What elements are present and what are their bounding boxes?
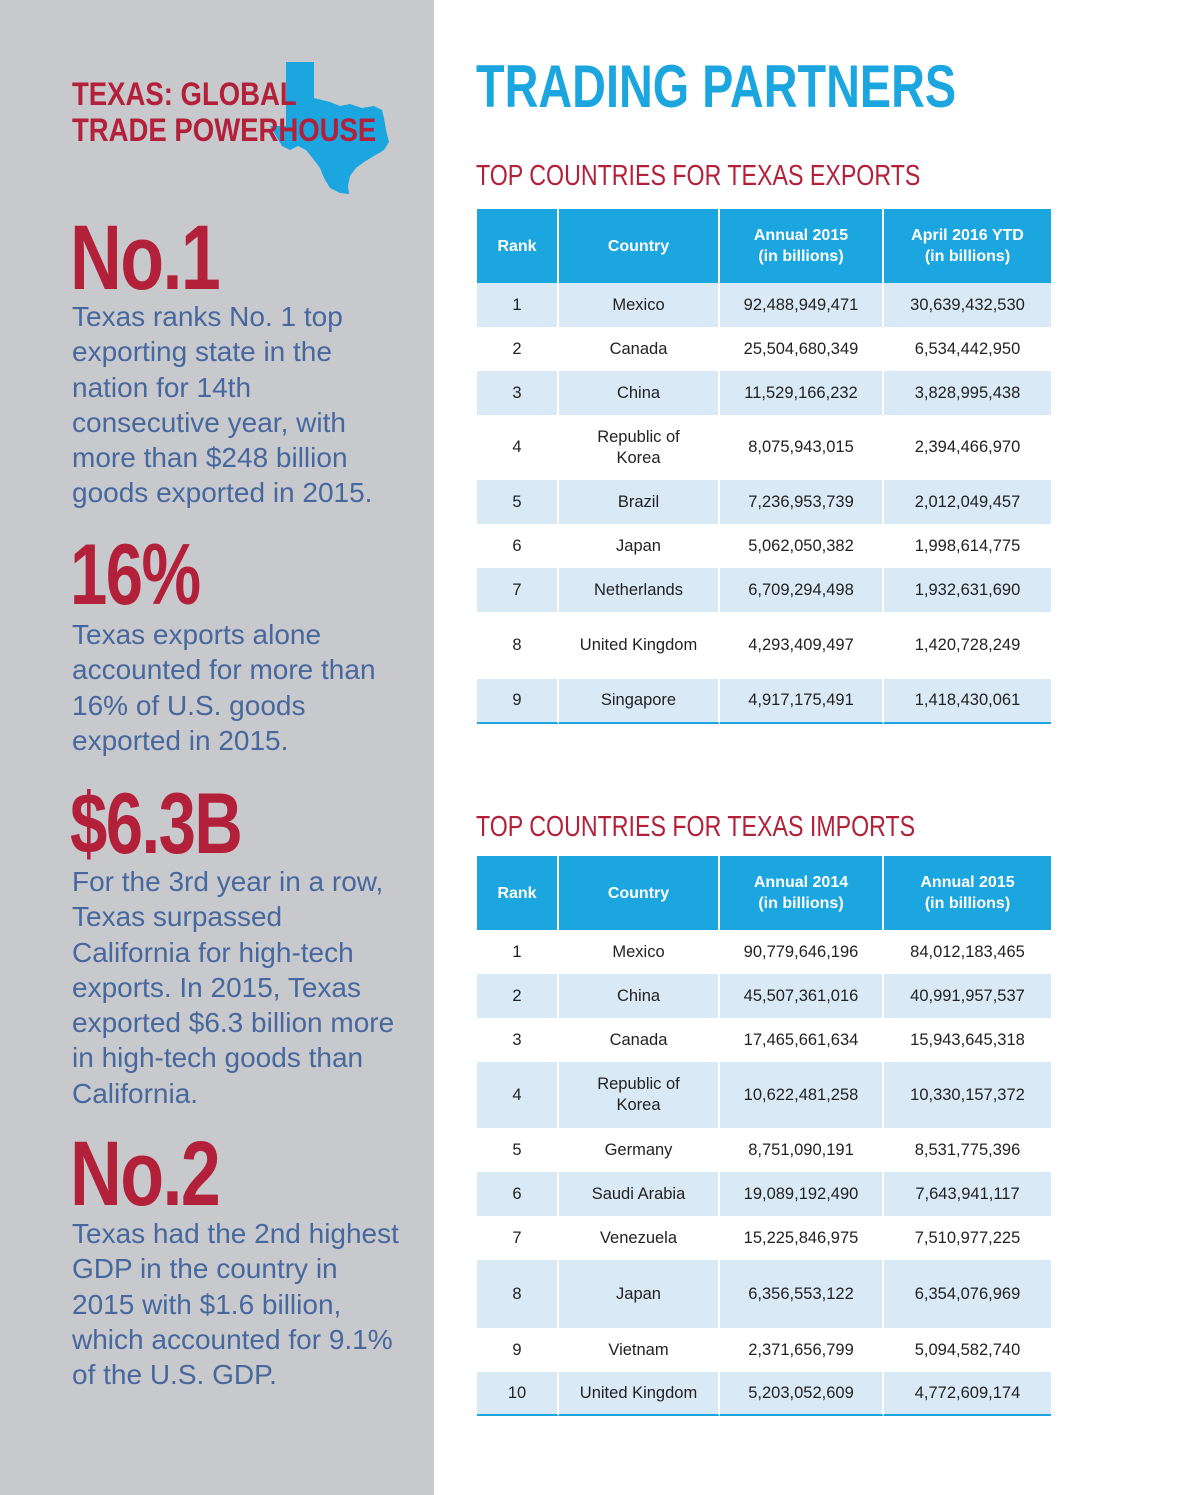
cell-value-b: 5,094,582,740 <box>914 1340 1021 1359</box>
cell-country: Canada <box>559 1018 720 1062</box>
header-annual-2015: Annual 2015 (in billions) <box>720 209 884 283</box>
cell-rank: 2 <box>477 974 559 1018</box>
cell-rank: 2 <box>477 327 559 371</box>
stat-figure-export-share: 16% <box>70 527 200 623</box>
cell-value-b: 6,354,076,969 <box>884 1260 1051 1328</box>
cell-rank: 9 <box>477 679 559 724</box>
cell-country: China <box>559 974 720 1018</box>
cell-value-b: 10,330,157,372 <box>884 1062 1051 1128</box>
stat-text-gdp-rank: Texas had the 2nd highest GDP in the country in 2015 with $1.6 billion, which accounted for 9.1% of the U.S. GDP. <box>72 1218 399 1391</box>
cell-rank: 3 <box>477 371 559 415</box>
header-annual-2014: Annual 2014 (in billions) <box>720 856 884 930</box>
cell-rank: 9 <box>477 1328 559 1372</box>
cell-rank: 8 <box>477 1260 559 1328</box>
cell-value-a: 10,622,481,258 <box>720 1062 884 1128</box>
cell-rank: 6 <box>477 524 559 568</box>
cell-value-a: 90,779,646,196 <box>720 930 884 974</box>
header-rank: Rank <box>477 856 559 930</box>
table-row <box>477 1172 1051 1216</box>
imports-section-title: TOP COUNTRIES FOR TEXAS IMPORTS <box>476 811 916 843</box>
cell-value-a: 8,751,090,191 <box>720 1128 884 1172</box>
cell-country: Vietnam <box>559 1328 720 1372</box>
cell-country: United Kingdom <box>559 612 720 679</box>
cell-value-a: 6,709,294,498 <box>720 568 884 612</box>
cell-value-b: 1,418,430,061 <box>884 679 1051 724</box>
cell-country: Canada <box>559 327 720 371</box>
table-row <box>477 679 1051 724</box>
cell-value-b: 1,420,728,249 <box>914 636 1021 654</box>
cell-value-a: 25,504,680,349 <box>720 327 884 371</box>
exports-table <box>477 209 1051 724</box>
exports-table-header <box>477 209 1051 283</box>
cell-country: Japan <box>559 524 720 568</box>
cell-country: Republic of Korea <box>559 1062 720 1128</box>
table-row <box>477 371 1051 415</box>
table-row <box>477 327 1051 371</box>
cell-country: Germany <box>559 1128 720 1172</box>
table-row <box>477 283 1051 327</box>
stat-figure-high-tech: $6.3B <box>70 776 242 872</box>
table-row <box>477 415 1051 480</box>
table-row <box>477 568 1051 612</box>
cell-value-b: 7,643,941,117 <box>884 1172 1051 1216</box>
sidebar-title-line2: TRADE POWERHOUSE <box>72 112 377 148</box>
header-annual-2015: Annual 2015 (in billions) <box>884 856 1051 930</box>
sidebar <box>0 0 434 1495</box>
cell-value-a: 15,225,846,975 <box>720 1216 884 1260</box>
stat-figure-gdp-rank: No.2 <box>70 1123 220 1225</box>
cell-value-b: 84,012,183,465 <box>910 942 1025 961</box>
cell-country: Republic of Korea <box>559 415 720 480</box>
cell-country: China <box>559 371 720 415</box>
cell-country: Singapore <box>559 679 720 724</box>
cell-rank: 5 <box>477 480 559 524</box>
cell-country: Brazil <box>559 480 720 524</box>
table-row <box>477 974 1051 1018</box>
table-row <box>477 930 1051 974</box>
table-row <box>477 1128 1051 1172</box>
cell-value-b: 6,534,442,950 <box>914 339 1021 358</box>
stat-text-high-tech: For the 3rd year in a row, Texas surpassed California for high-tech exports. In 2015, Texas exported $6.3 billion more in high-tech goods than California. <box>72 866 395 1109</box>
cell-value-b: 40,991,957,537 <box>884 974 1051 1018</box>
table-row <box>477 1062 1051 1128</box>
table-row <box>477 1328 1051 1372</box>
cell-rank: 8 <box>477 612 559 679</box>
cell-country: United Kingdom <box>559 1372 720 1416</box>
cell-rank: 5 <box>477 1128 559 1172</box>
cell-rank: 7 <box>477 568 559 612</box>
cell-rank: 1 <box>477 283 559 327</box>
cell-value-b: 2,394,466,970 <box>914 438 1021 456</box>
cell-country: Netherlands <box>559 568 720 612</box>
cell-rank: 6 <box>477 1172 559 1216</box>
cell-value-a: 19,089,192,490 <box>720 1172 884 1216</box>
cell-value-b: 3,828,995,438 <box>884 371 1051 415</box>
cell-country: Mexico <box>559 930 720 974</box>
exports-section-title: TOP COUNTRIES FOR TEXAS EXPORTS <box>476 160 921 192</box>
cell-country: Mexico <box>559 283 720 327</box>
cell-value-b: 1,998,614,775 <box>914 536 1021 555</box>
sidebar-title <box>72 76 376 148</box>
cell-value-a: 5,203,052,609 <box>720 1372 884 1416</box>
cell-rank: 4 <box>477 1062 559 1128</box>
stat-text-export-share: Texas exports alone accounted for more than 16% of U.S. goods exported in 2015. <box>72 619 376 756</box>
cell-value-a: 6,356,553,122 <box>720 1260 884 1328</box>
cell-value-a: 17,465,661,634 <box>720 1018 884 1062</box>
cell-rank: 4 <box>477 415 559 480</box>
cell-value-b: 8,531,775,396 <box>914 1140 1021 1159</box>
cell-rank: 1 <box>477 930 559 974</box>
cell-value-a: 4,917,175,491 <box>720 679 884 724</box>
sidebar-title-line1: TEXAS: GLOBAL <box>72 76 297 112</box>
cell-country: Saudi Arabia <box>559 1172 720 1216</box>
cell-value-a: 7,236,953,739 <box>720 480 884 524</box>
header-rank: Rank <box>477 209 559 283</box>
cell-value-a: 45,507,361,016 <box>720 974 884 1018</box>
stat-figure-rank-exports: No.1 <box>70 207 220 309</box>
cell-rank: 3 <box>477 1018 559 1062</box>
table-row <box>477 524 1051 568</box>
table-row <box>477 1018 1051 1062</box>
cell-value-b: 4,772,609,174 <box>884 1372 1051 1416</box>
page-title: TRADING PARTNERS <box>476 53 957 120</box>
header-country: Country <box>559 209 720 283</box>
cell-rank: 10 <box>477 1372 559 1416</box>
table-row <box>477 1216 1051 1260</box>
table-row <box>477 1372 1051 1416</box>
cell-value-a: 4,293,409,497 <box>720 612 884 679</box>
cell-country: Japan <box>559 1260 720 1328</box>
cell-rank: 7 <box>477 1216 559 1260</box>
table-row <box>477 1260 1051 1328</box>
cell-value-a: 5,062,050,382 <box>720 524 884 568</box>
cell-value-b: 7,510,977,225 <box>914 1228 1021 1247</box>
cell-country: Venezuela <box>559 1216 720 1260</box>
table-row <box>477 480 1051 524</box>
cell-value-b: 15,943,645,318 <box>910 1030 1025 1049</box>
header-country: Country <box>559 856 720 930</box>
table-row <box>477 612 1051 679</box>
cell-value-a: 2,371,656,799 <box>720 1328 884 1372</box>
cell-value-b: 30,639,432,530 <box>884 283 1051 327</box>
cell-value-b: 1,932,631,690 <box>884 568 1051 612</box>
stat-text-rank-exports: Texas ranks No. 1 top exporting state in the nation for 14th consecutive year, with more than $248 billion goods exported in 2015. <box>72 301 373 509</box>
cell-value-a: 11,529,166,232 <box>720 371 884 415</box>
cell-value-a: 92,488,949,471 <box>720 283 884 327</box>
imports-table <box>477 856 1051 1416</box>
cell-value-a: 8,075,943,015 <box>720 415 884 480</box>
cell-value-b: 2,012,049,457 <box>884 480 1051 524</box>
header-april-2016-ytd: April 2016 YTD (in billions) <box>884 209 1051 283</box>
imports-table-header <box>477 856 1051 930</box>
